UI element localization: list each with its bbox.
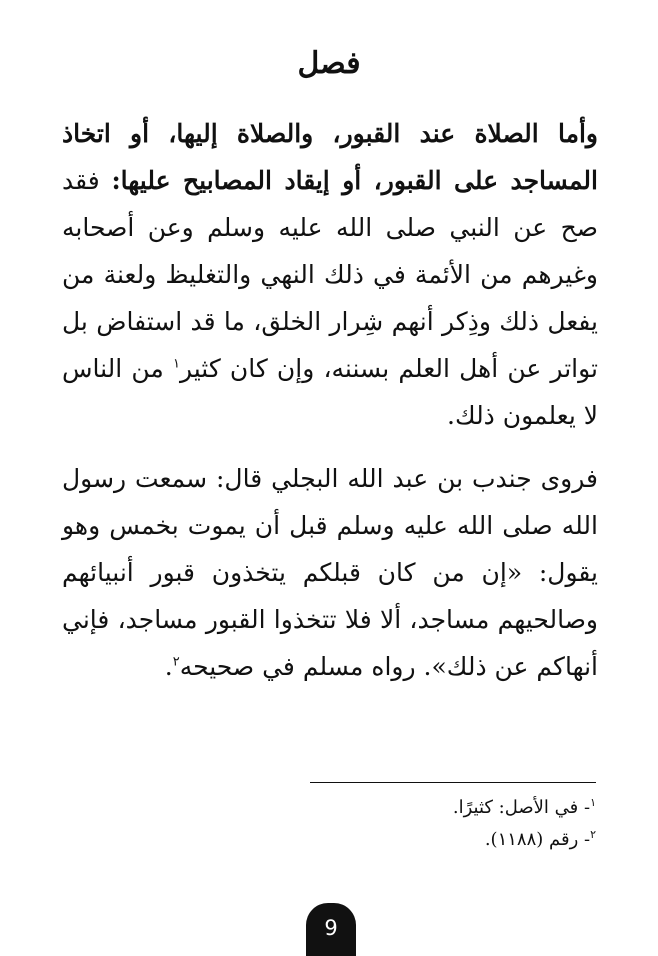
footnote-ref-1[interactable]: ١: [172, 356, 180, 372]
footnote-2-text: - رقم (١١٨٨).: [484, 829, 591, 850]
footnote-1: [300, 792, 596, 824]
footnote-1-text: - في الأصل: كثيرًا.: [452, 797, 591, 818]
paragraph-2-text-end: .: [164, 652, 173, 681]
paragraph-2-text: فروى جندب بن عبد الله البجلي قال: سمعت رسول الله صلى الله عليه وسلم قبل أن يموت بخمس وهو يقول: «إن من كان قبلكم يتخذون قبور أنبيائهم وصالحيهم مساجد، ألا فلا تتخذوا القبور مساجد، فإني أنهاكم عن ذلك». رواه مسلم في صحيحه: [62, 464, 598, 681]
footnote-2-number: ٢: [590, 828, 596, 841]
paragraph-1-bold-lead: وأما الصلاة عند القبور، والصلاة إليها، أو اتخاذ المساجد على القبور، أو إيقاد المصابيح عليها:: [62, 119, 598, 195]
paragraph-2: [62, 455, 598, 690]
paragraph-1-text: فقد صح عن النبي صلى الله عليه وسلم وعن أصحابه وغيرهم من الأئمة في ذلك النهي والتغليظ ولعنة من يفعل ذلك وذِكر أنهم شِرار الخلق، ما قد استفاض بل تواتر عن أهل العلم بسننه، وإن كان كثير: [62, 166, 598, 383]
paragraph-1: [62, 110, 598, 439]
paragraph-1-text-end: من الناس لا يعلمون ذلك.: [62, 354, 598, 430]
footnote-1-number: ١: [590, 796, 596, 809]
footnote-2: [300, 824, 596, 856]
footnotes: [300, 792, 596, 856]
section-heading: فصل: [297, 46, 361, 81]
footnote-ref-2[interactable]: ٢: [172, 654, 180, 670]
page-number-badge: 9: [306, 903, 356, 956]
footnote-divider: [310, 782, 596, 783]
